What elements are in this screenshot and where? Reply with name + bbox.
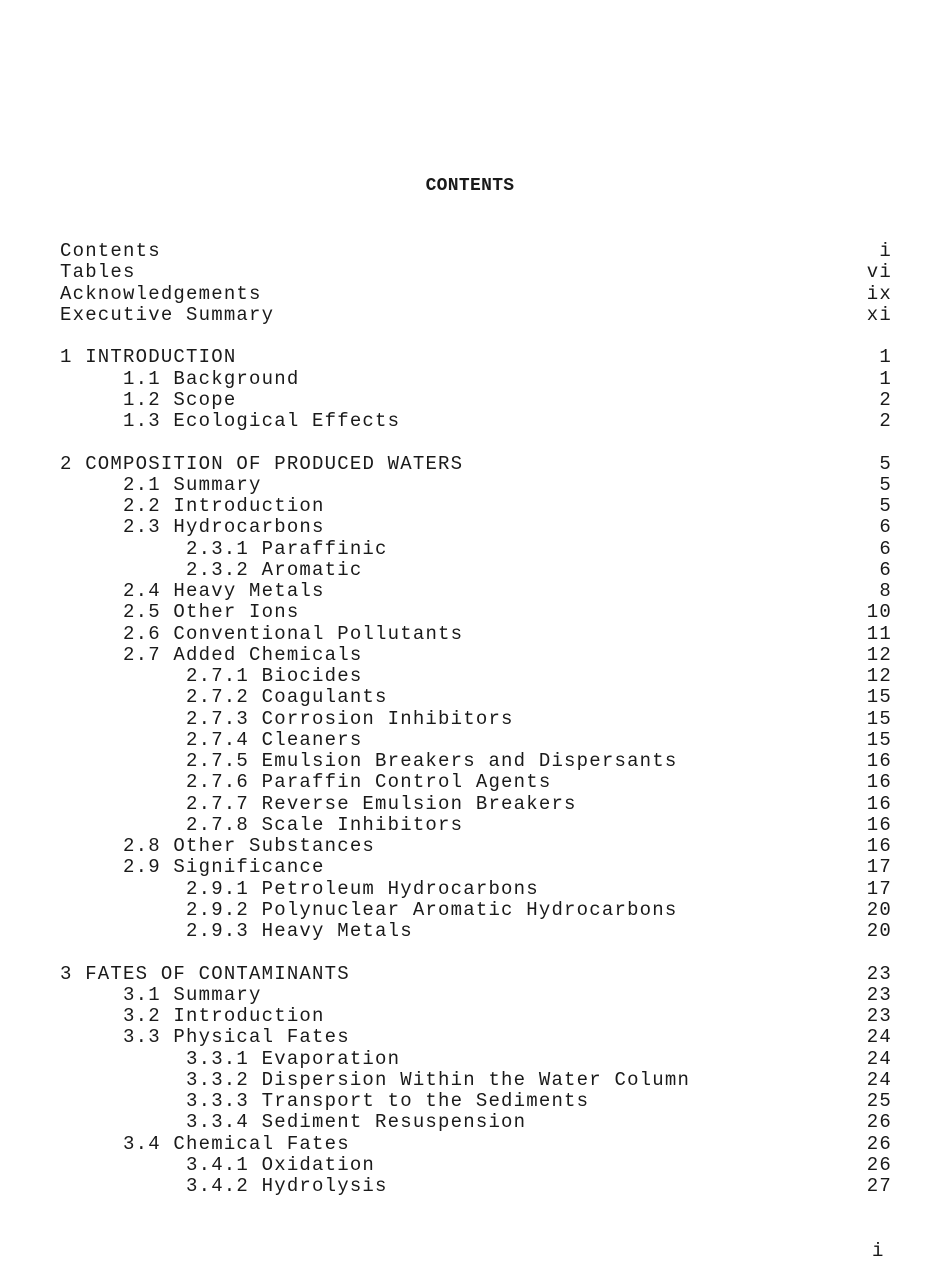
toc-entry [60,1176,892,1197]
toc-entry [60,645,892,666]
toc-entry-page: 20 [866,920,892,942]
toc-entry-page: 27 [866,1175,892,1197]
toc-entry-page: 17 [866,877,892,900]
toc-entry-page: 1 [879,367,892,390]
toc-entry-page: 12 [866,665,892,687]
toc-entry-page: 16 [866,813,892,836]
table-of-contents [60,241,892,1197]
toc-entry [60,602,892,623]
toc-entry-page: 2 [879,410,892,432]
toc-entry [60,1155,892,1176]
toc-entry-page: 15 [866,728,892,751]
toc-entry-page: 26 [866,1132,892,1155]
toc-entry-label: 1.2 Scope [123,388,237,411]
toc-entry-page: 15 [866,707,892,730]
toc-entry-label: 2.6 Conventional Pollutants [123,622,464,645]
toc-entry [60,1027,892,1048]
toc-entry [60,1134,892,1155]
toc-entry-label: 2 COMPOSITION OF PRODUCED WATERS [60,452,464,475]
toc-entry [60,347,892,368]
toc-entry-label: 2.2 Introduction [123,495,325,517]
toc-entry-page: 26 [866,1111,892,1134]
toc-entry [60,1112,892,1133]
toc-entry-label: 2.7.5 Emulsion Breakers and Dispersants [186,750,678,772]
toc-entry [60,475,892,496]
toc-entry-label: Contents [60,240,161,262]
toc-entry-page: 16 [866,835,892,857]
toc-entry [60,1006,892,1027]
toc-entry [60,1049,892,1070]
page-number: i [872,1240,884,1262]
toc-entry-label: 1.3 Ecological Effects [123,410,401,432]
toc-entry-page: 11 [866,622,892,645]
toc-entry-label: Executive Summary [60,303,275,326]
toc-entry [60,815,892,836]
toc-entry-label: 2.7 Added Chemicals [123,643,363,666]
toc-entry [60,539,892,560]
toc-entry-page: 6 [879,516,892,539]
toc-entry [60,241,892,262]
toc-entry-page: 24 [866,1026,892,1049]
toc-entry-page: 16 [866,750,892,772]
toc-entry [60,836,892,857]
toc-entry-label: 2.7.6 Paraffin Control Agents [186,771,552,794]
toc-entry-label: 2.5 Other Ions [123,601,300,624]
toc-entry-page: 16 [866,792,892,815]
toc-entry-label: 1.1 Background [123,367,300,390]
toc-entry [60,687,892,708]
toc-entry [60,411,892,432]
toc-entry [60,751,892,772]
toc-entry-label: 3.3.1 Evaporation [186,1047,401,1070]
toc-entry-label: 3.1 Summary [123,983,262,1006]
toc-entry [60,921,892,942]
toc-entry-page: 23 [866,1005,892,1027]
group-spacer [60,942,892,963]
toc-entry [60,1070,892,1091]
toc-entry [60,857,892,878]
toc-entry-label: 2.3.2 Aromatic [186,558,363,581]
page-title: CONTENTS [425,176,515,196]
toc-entry-page: 16 [866,771,892,794]
toc-entry-page: 23 [866,983,892,1006]
toc-entry-label: 3 FATES OF CONTAMINANTS [60,962,350,985]
toc-entry-label: 3.4.1 Oxidation [186,1153,376,1176]
toc-entry-label: 1 INTRODUCTION [60,346,237,369]
toc-entry-page: 1 [879,346,892,369]
toc-entry-label: Acknowledgements [60,282,262,305]
toc-entry [60,900,892,921]
toc-entry-page: 24 [866,1068,892,1091]
toc-entry-label: 3.3.3 Transport to the Sediments [186,1090,590,1112]
toc-entry-page: xi [866,303,892,326]
toc-entry [60,369,892,390]
group-spacer [60,432,892,453]
toc-entry [60,262,892,283]
toc-entry-label: 2.4 Heavy Metals [123,580,325,602]
toc-entry [60,772,892,793]
toc-entry-page: 26 [866,1153,892,1176]
toc-entry-page: 10 [866,601,892,624]
toc-entry [60,624,892,645]
toc-entry-page: 23 [866,962,892,985]
toc-entry-page: 24 [866,1047,892,1070]
toc-entry-page: 6 [879,558,892,581]
toc-entry-label: Tables [60,261,136,284]
toc-entry-page: 6 [879,537,892,560]
toc-entry-label: 2.7.7 Reverse Emulsion Breakers [186,792,577,815]
toc-entry [60,879,892,900]
toc-entry [60,560,892,581]
toc-entry [60,581,892,602]
toc-entry-page: 2 [879,388,892,411]
toc-entry-page: i [879,240,892,262]
toc-entry-label: 3.2 Introduction [123,1005,325,1027]
toc-entry-label: 3.3.2 Dispersion Within the Water Column [186,1068,691,1091]
toc-entry [60,709,892,730]
toc-entry-label: 2.7.1 Biocides [186,665,363,687]
toc-entry-label: 2.8 Other Substances [123,835,376,857]
toc-entry [60,390,892,411]
toc-entry-label: 2.7.3 Corrosion Inhibitors [186,707,514,730]
toc-entry-label: 2.3 Hydrocarbons [123,516,325,539]
toc-entry-page: ix [866,282,892,305]
toc-entry-label: 2.3.1 Paraffinic [186,537,388,560]
toc-entry-page: 20 [866,898,892,921]
toc-entry-label: 3.3.4 Sediment Resuspension [186,1111,527,1134]
toc-entry [60,305,892,326]
toc-entry-label: 2.7.2 Coagulants [186,686,388,709]
toc-entry [60,964,892,985]
toc-entry-page: 25 [866,1090,892,1112]
toc-entry [60,284,892,305]
toc-entry-page: 5 [879,452,892,475]
toc-entry-label: 2.9.2 Polynuclear Aromatic Hydrocarbons [186,898,678,921]
toc-entry-page: vi [866,261,892,284]
toc-entry-page: 12 [866,643,892,666]
toc-entry [60,985,892,1006]
group-spacer [60,326,892,347]
toc-entry [60,666,892,687]
toc-entry-label: 2.7.4 Cleaners [186,728,363,751]
toc-entry-label: 3.4 Chemical Fates [123,1132,350,1155]
toc-entry-page: 5 [879,495,892,517]
toc-entry-page: 15 [866,686,892,709]
toc-entry [60,1091,892,1112]
toc-entry-page: 5 [879,473,892,496]
toc-entry-label: 3.3 Physical Fates [123,1026,350,1049]
toc-entry-label: 2.1 Summary [123,473,262,496]
toc-entry [60,517,892,538]
toc-entry-label: 2.9 Significance [123,856,325,879]
toc-entry [60,794,892,815]
toc-entry [60,730,892,751]
toc-entry-label: 3.4.2 Hydrolysis [186,1175,388,1197]
toc-entry [60,454,892,475]
toc-entry-label: 2.9.1 Petroleum Hydrocarbons [186,877,539,900]
toc-entry-label: 2.9.3 Heavy Metals [186,920,413,942]
toc-entry [60,496,892,517]
toc-entry-label: 2.7.8 Scale Inhibitors [186,813,464,836]
toc-entry-page: 17 [866,856,892,879]
toc-entry-page: 8 [879,580,892,602]
